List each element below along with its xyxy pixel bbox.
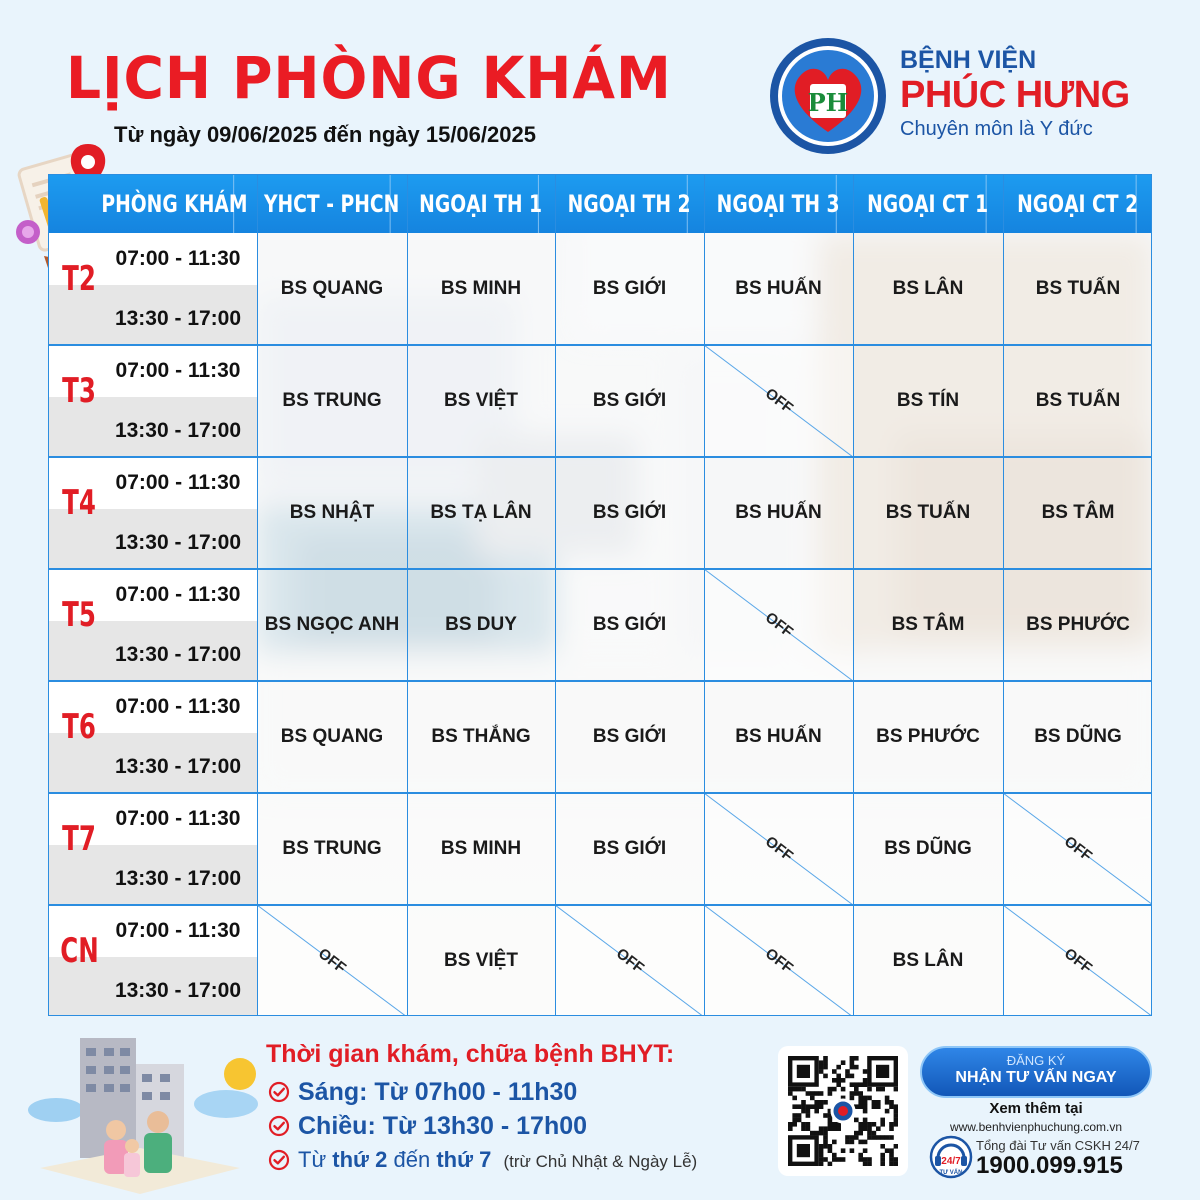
bhyt-title: Thời gian khám, chữa bệnh BHYT: bbox=[266, 1040, 675, 1068]
doctor-cell: BS GIỚI bbox=[555, 569, 704, 681]
doctor-cell: BS PHƯỚC bbox=[1003, 569, 1152, 681]
doctor-cell: BS HUẤN bbox=[704, 457, 853, 569]
day-time-block bbox=[49, 793, 257, 905]
doctor-cell: BS TUẤN bbox=[853, 457, 1003, 569]
bhyt-morning-row bbox=[268, 1076, 577, 1108]
off-label: OFF bbox=[761, 609, 796, 641]
off-label: OFF bbox=[761, 385, 796, 417]
column-divider bbox=[704, 175, 705, 1016]
afternoon-time: 13:30 - 17:00 bbox=[114, 531, 242, 554]
bhyt-days-to: thứ 7 bbox=[436, 1147, 492, 1172]
day-time-block bbox=[49, 457, 257, 569]
qr-code[interactable] bbox=[778, 1046, 908, 1176]
off-label: OFF bbox=[1060, 833, 1096, 865]
column-header: NGOẠI TH 3 bbox=[720, 175, 836, 233]
schedule-row bbox=[49, 457, 1152, 569]
afternoon-time: 13:30 - 17:00 bbox=[114, 755, 242, 778]
register-consult-button[interactable] bbox=[920, 1046, 1152, 1098]
support-badge-sub: TƯ VẤN bbox=[939, 1170, 963, 1176]
off-cell bbox=[704, 345, 853, 457]
doctor-cell: BS GIỚI bbox=[555, 233, 704, 345]
bhyt-days-from: thứ 2 bbox=[332, 1147, 388, 1172]
day-time-block bbox=[49, 681, 257, 793]
day-time-block bbox=[49, 569, 257, 681]
doctor-cell: BS TUẤN bbox=[1003, 345, 1152, 457]
column-divider bbox=[555, 175, 556, 1016]
day-time-block bbox=[49, 905, 257, 1016]
qr-code-icon bbox=[788, 1056, 898, 1166]
register-line1: ĐĂNG KÝ bbox=[1006, 1053, 1066, 1068]
off-cell bbox=[704, 569, 853, 681]
register-line2: NHẬN TƯ VẤN NGAY bbox=[955, 1069, 1117, 1086]
day-time-block bbox=[49, 233, 257, 345]
doctor-cell: BS MINH bbox=[407, 233, 555, 345]
off-label: OFF bbox=[1060, 945, 1096, 977]
column-divider bbox=[853, 175, 854, 1016]
doctor-cell: BS THẮNG bbox=[407, 681, 555, 793]
bhyt-days-row bbox=[268, 1144, 697, 1176]
check-circle-icon bbox=[268, 1081, 290, 1103]
off-label: OFF bbox=[761, 833, 796, 865]
afternoon-time: 13:30 - 17:00 bbox=[114, 979, 242, 1002]
hospital-slogan: Chuyên môn là Y đức bbox=[900, 118, 1093, 140]
doctor-cell: BS TÂM bbox=[1003, 457, 1152, 569]
off-label: OFF bbox=[612, 945, 647, 977]
doctor-cell: BS GIỚI bbox=[555, 793, 704, 905]
bhyt-morning-hours: Sáng: Từ 07h00 - 11h30 bbox=[298, 1077, 578, 1106]
row-divider bbox=[49, 904, 1152, 906]
schedule-row bbox=[49, 905, 1152, 1016]
doctor-cell: BS PHƯỚC bbox=[853, 681, 1003, 793]
page-title: LỊCH PHÒNG KHÁM bbox=[66, 44, 672, 112]
afternoon-time: 13:30 - 17:00 bbox=[114, 867, 242, 890]
afternoon-time: 13:30 - 17:00 bbox=[114, 643, 242, 666]
schedule-row bbox=[49, 345, 1152, 457]
column-header: NGOẠI TH 1 bbox=[423, 175, 538, 233]
schedule-row bbox=[49, 793, 1152, 905]
doctor-cell: BS DŨNG bbox=[853, 793, 1003, 905]
doctor-cell: BS HUẤN bbox=[704, 681, 853, 793]
hospital-building-illustration bbox=[20, 1018, 260, 1200]
bhyt-afternoon-row bbox=[268, 1110, 587, 1142]
check-circle-icon bbox=[268, 1115, 290, 1137]
doctor-cell: BS TRUNG bbox=[257, 793, 407, 905]
see-more-label: Xem thêm tại bbox=[989, 1100, 1083, 1117]
bhyt-days-prefix: Từ bbox=[298, 1147, 327, 1172]
off-cell bbox=[257, 905, 407, 1016]
off-label: OFF bbox=[761, 945, 796, 977]
hospital-logo-icon bbox=[766, 34, 894, 162]
off-cell bbox=[1003, 905, 1152, 1016]
row-divider bbox=[49, 456, 1152, 458]
day-label: T4 bbox=[62, 483, 96, 523]
morning-time: 07:00 - 11:30 bbox=[115, 695, 241, 718]
bhyt-days-mid: đến bbox=[393, 1147, 431, 1172]
day-label: T2 bbox=[62, 259, 96, 299]
day-label: T3 bbox=[62, 371, 96, 411]
doctor-cell: BS TRUNG bbox=[257, 345, 407, 457]
bhyt-days-note: (trừ Chủ Nhật & Ngày Lễ) bbox=[503, 1152, 698, 1171]
afternoon-time: 13:30 - 17:00 bbox=[114, 307, 242, 330]
support-badge: 24/7 bbox=[941, 1156, 961, 1167]
support-24-7-icon bbox=[928, 1134, 974, 1180]
doctor-cell: BS TUẤN bbox=[1003, 233, 1152, 345]
hospital-name-line2: PHÚC HƯNG bbox=[900, 74, 1130, 116]
check-circle-icon bbox=[268, 1149, 290, 1171]
doctor-cell: BS NGỌC ANH bbox=[257, 569, 407, 681]
afternoon-time: 13:30 - 17:00 bbox=[114, 419, 242, 442]
schedule-row bbox=[49, 233, 1152, 345]
header-corner-label: PHÒNG KHÁM bbox=[72, 175, 234, 233]
doctor-cell: BS VIỆT bbox=[407, 345, 555, 457]
hotline-number[interactable]: 1900.099.915 bbox=[976, 1152, 1123, 1179]
morning-time: 07:00 - 11:30 bbox=[115, 583, 241, 606]
row-divider bbox=[49, 568, 1152, 570]
hospital-name-line1: BỆNH VIỆN bbox=[900, 46, 1037, 74]
doctor-cell: BS GIỚI bbox=[555, 345, 704, 457]
column-header: NGOẠI CT 1 bbox=[870, 175, 987, 233]
doctor-cell: BS DUY bbox=[407, 569, 555, 681]
doctor-cell: BS TẠ LÂN bbox=[407, 457, 555, 569]
doctor-cell: BS QUANG bbox=[257, 681, 407, 793]
doctor-cell: BS NHẬT bbox=[257, 457, 407, 569]
day-time-block bbox=[49, 345, 257, 457]
column-header: NGOẠI CT 2 bbox=[1020, 175, 1137, 233]
morning-time: 07:00 - 11:30 bbox=[115, 359, 241, 382]
day-label: T7 bbox=[62, 819, 96, 859]
doctor-cell: BS DŨNG bbox=[1003, 681, 1152, 793]
doctor-cell: BS GIỚI bbox=[555, 681, 704, 793]
day-label: T6 bbox=[62, 707, 96, 747]
column-divider bbox=[407, 175, 408, 1016]
doctor-cell: BS LÂN bbox=[853, 905, 1003, 1016]
column-header: YHCT - PHCN bbox=[274, 175, 391, 233]
morning-time: 07:00 - 11:30 bbox=[115, 807, 241, 830]
doctor-cell: BS TÍN bbox=[853, 345, 1003, 457]
morning-time: 07:00 - 11:30 bbox=[115, 919, 241, 942]
bhyt-afternoon-hours: Chiều: Từ 13h30 - 17h00 bbox=[298, 1111, 588, 1140]
column-header: NGOẠI TH 2 bbox=[571, 175, 687, 233]
day-label: T5 bbox=[62, 595, 96, 635]
doctor-cell: BS LÂN bbox=[853, 233, 1003, 345]
morning-time: 07:00 - 11:30 bbox=[115, 471, 241, 494]
morning-time: 07:00 - 11:30 bbox=[115, 247, 241, 270]
doctor-cell: BS QUANG bbox=[257, 233, 407, 345]
hotline-label: Tổng đài Tư vấn CSKH 24/7 bbox=[976, 1138, 1140, 1153]
row-divider bbox=[49, 792, 1152, 794]
website-link[interactable]: www.benhvienphuchung.com.vn bbox=[949, 1120, 1123, 1134]
schedule-row bbox=[49, 569, 1152, 681]
bhyt-days bbox=[298, 1147, 697, 1173]
off-cell bbox=[1003, 793, 1152, 905]
date-range: Từ ngày 09/06/2025 đến ngày 15/06/2025 bbox=[114, 122, 536, 147]
hospital-logo bbox=[766, 34, 1166, 164]
off-cell bbox=[704, 793, 853, 905]
doctor-cell: BS GIỚI bbox=[555, 457, 704, 569]
doctor-cell: BS TÂM bbox=[853, 569, 1003, 681]
off-label: OFF bbox=[314, 945, 350, 977]
logo-letters: PH bbox=[807, 88, 849, 117]
schedule-row bbox=[49, 681, 1152, 793]
doctor-cell: BS MINH bbox=[407, 793, 555, 905]
column-divider bbox=[257, 175, 258, 1016]
doctor-cell: BS HUẤN bbox=[704, 233, 853, 345]
off-cell bbox=[555, 905, 704, 1016]
doctor-cell: BS VIỆT bbox=[407, 905, 555, 1016]
column-divider bbox=[1003, 175, 1004, 1016]
day-label: CN bbox=[60, 931, 99, 971]
schedule-table bbox=[48, 174, 1152, 1016]
row-divider bbox=[49, 680, 1152, 682]
off-cell bbox=[704, 905, 853, 1016]
row-divider bbox=[49, 344, 1152, 346]
